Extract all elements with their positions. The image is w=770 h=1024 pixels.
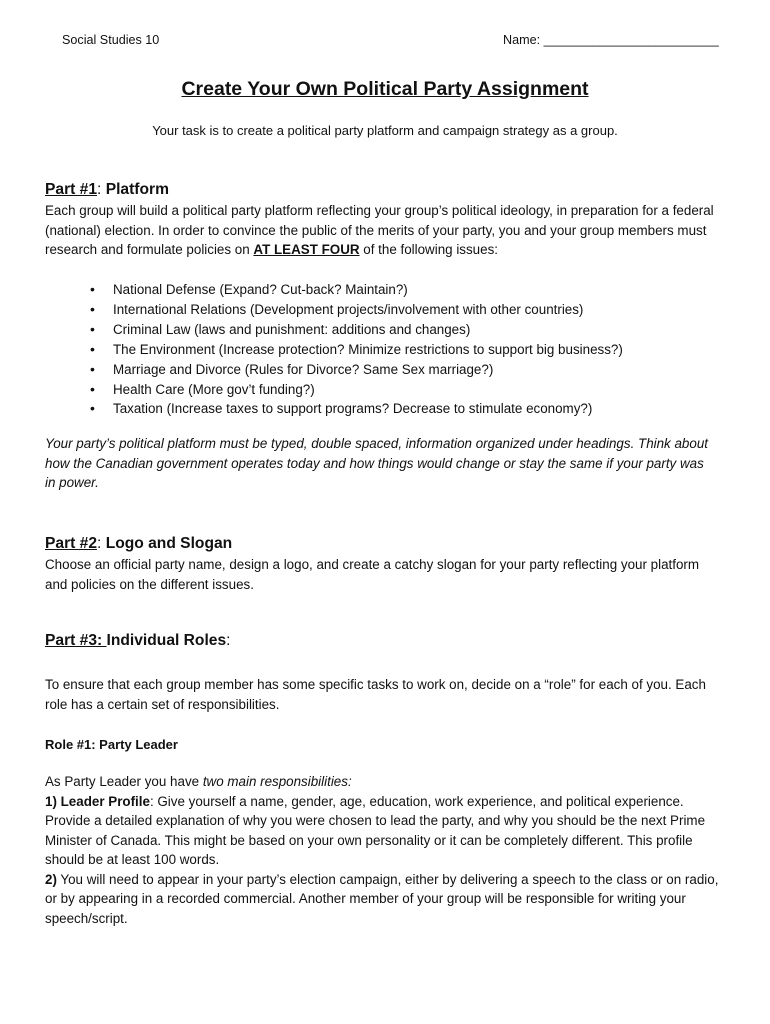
part3-heading-text: Individual Roles (106, 632, 227, 649)
issues-list (90, 280, 730, 419)
intro-text: Your task is to create a political party platform and campaign strategy as a group. (152, 123, 618, 138)
list-item: • International Relations (Development projects/involvement with other countries) (90, 300, 730, 320)
part1-paragraph-before: Each group will build a political party platform reflecting your group’s political ideology, in preparation for a federal (national) election. In order to convince the public of the merits of your party, you and your group members must research and formulate policies on (45, 203, 714, 257)
document-title: Create Your Own Political Party Assignment (181, 78, 589, 100)
part1-note: Your party’s political platform must be typed, double spaced, information organized under headings. Think about how the Canadian government operates today and how things would change or stay the same if your party was in power. (45, 436, 708, 490)
list-item: • National Defense (Expand? Cut-back? Maintain?) (90, 280, 730, 300)
list-item: • Taxation (Increase taxes to support programs? Decrease to stimulate economy?) (90, 399, 730, 419)
item1-label: 1) Leader Profile (45, 793, 150, 809)
part2-heading-separator: : (97, 535, 102, 552)
role1-intro-emphasis: two main responsibilities: (202, 774, 352, 789)
role1-intro (45, 772, 725, 792)
list-item: • Marriage and Divorce (Rules for Divorce? Same Sex marriage?) (90, 360, 730, 380)
part1-heading-text: Platform (101, 181, 169, 198)
part3-heading-number: Part #3: (45, 632, 107, 649)
list-item: • The Environment (Increase protection? Minimize restrictions to support big business?) (90, 340, 730, 360)
role1-item-1 (45, 792, 725, 870)
part2-paragraph: Choose an official party name, design a logo, and create a catchy slogan for your party reflecting your platform and policies on the different issues. (45, 557, 700, 592)
part1-paragraph (45, 201, 720, 260)
item2-text: You will need to appear in your party’s election campaign, either by delivering a speech to the class or on radio, or by appearing in a recorded commercial. Another member of your group will be responsible for writing your speech/script. (45, 871, 719, 926)
role1-body (45, 772, 725, 928)
role1-title: Role #1: Party Leader (45, 737, 178, 752)
part3-heading-colon: : (226, 632, 231, 649)
item2-label: 2) (45, 871, 57, 887)
course-label: Social Studies 10 (62, 33, 160, 47)
part1-heading-number: Part #1 (45, 181, 98, 198)
part1-heading (45, 180, 725, 200)
list-item: • Health Care (More gov’t funding?) (90, 380, 730, 400)
list-item: • Criminal Law (laws and punishment: additions and changes) (90, 320, 730, 340)
part3-paragraph: To ensure that each group member has some specific tasks to work on, decide on a “role” for each of you. Each role has a certain set of responsibilities. (45, 677, 706, 712)
role1-item-2 (45, 870, 725, 929)
part2-heading (45, 534, 725, 554)
role1-intro-text: As Party Leader you have (45, 774, 203, 789)
part1-paragraph-after: of the following issues: (359, 242, 498, 257)
part1-heading-separator: : (97, 181, 102, 198)
part2-heading-text: Logo and Slogan (101, 535, 233, 552)
item1-text: : Give yourself a name, gender, age, education, work experience, and political experience. Provide a detailed explanation of why you were chosen to lead the party, and why you should be the next Prime Minister of Canada. This might be based on your own personality or it can be completely different. This profile should be at least 100 words. (45, 793, 706, 867)
part3-heading (45, 631, 725, 651)
part2-heading-number: Part #2 (45, 535, 98, 552)
name-field-label: Name: _________________________ (503, 33, 719, 47)
part1-emphasis: AT LEAST FOUR (253, 242, 360, 257)
